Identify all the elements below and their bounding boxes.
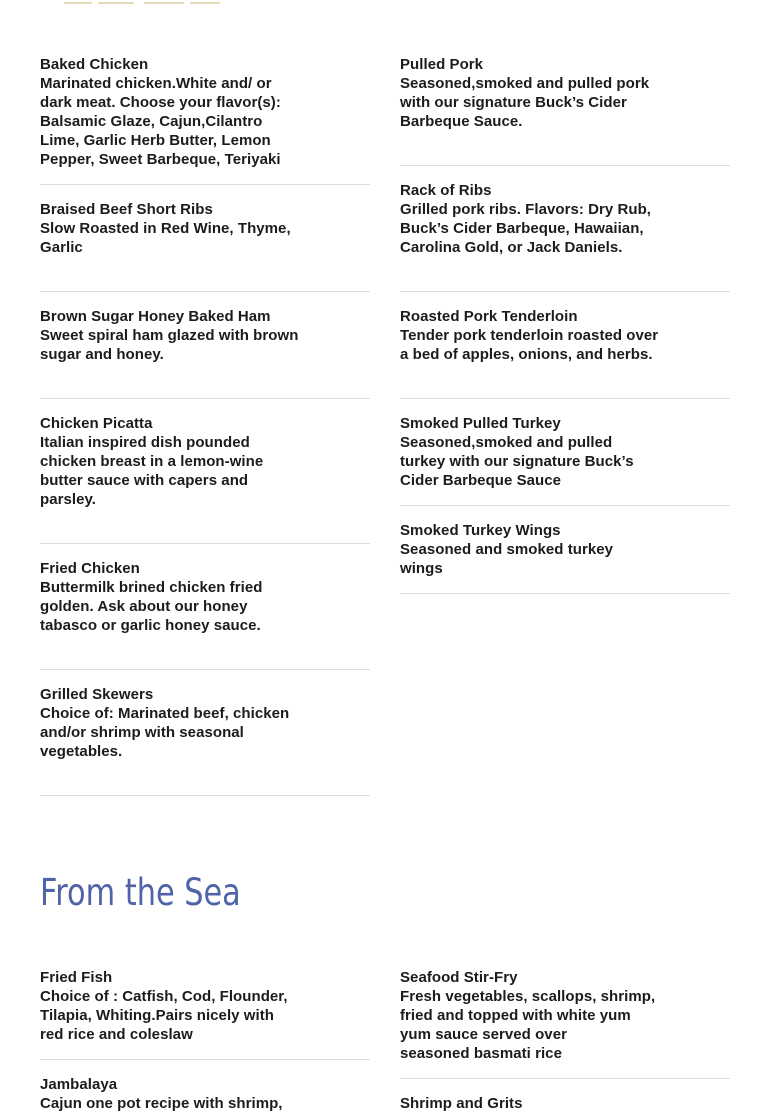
item-description: Seasoned,smoked and pulled turkey with our signature Buck’s Cider Barbeque Sauce	[400, 434, 634, 489]
menu-item-seafood-stir-fry	[400, 968, 730, 1063]
divider	[40, 669, 370, 670]
item-name: Fried Fish	[40, 969, 113, 986]
divider	[40, 1059, 370, 1060]
item-name: Brown Sugar Honey Baked Ham	[40, 308, 271, 325]
item-name: Seafood Stir-Fry	[400, 969, 518, 986]
menu-item-brown-sugar-honey-baked-ham	[40, 307, 360, 364]
item-description: Italian inspired dish pounded chicken breast in a lemon-wine butter sauce with capers and parsley.	[40, 434, 264, 508]
item-description: Sweet spiral ham glazed with brown sugar and honey.	[40, 327, 299, 363]
menu-item-braised-beef-short-ribs	[40, 200, 360, 257]
item-name: Smoked Turkey Wings	[400, 522, 561, 539]
item-description: Seasoned,smoked and pulled pork with our signature Buck’s Cider Barbeque Sauce.	[400, 75, 650, 130]
menu-item-chicken-picatta	[40, 414, 360, 509]
item-name: Jambalaya	[40, 1076, 118, 1093]
menu-item-fried-chicken	[40, 559, 360, 635]
divider	[400, 165, 730, 166]
item-description: Tender pork tenderloin roasted over a bed of apples, onions, and herbs.	[400, 327, 659, 363]
item-description: Seasoned and smoked turkey wings	[400, 541, 614, 577]
item-name: Grilled Skewers	[40, 686, 154, 703]
divider	[40, 291, 370, 292]
menu-item-smoked-pulled-turkey	[400, 414, 730, 490]
menu-item-smoked-turkey-wings	[400, 521, 730, 578]
divider	[40, 543, 370, 544]
item-description: Marinated chicken.White and/ or dark meat. Choose your flavor(s): Balsamic Glaze, Cajun,Cilantro Lime, Garlic Herb Butter, Lemon Pepper, Sweet Barbeque, Teriyaki	[40, 75, 281, 168]
item-name: Smoked Pulled Turkey	[400, 415, 561, 432]
item-name: Chicken Picatta	[40, 415, 153, 432]
menu-item-shrimp-and-grits	[400, 1094, 730, 1113]
divider	[400, 398, 730, 399]
item-description: Grilled pork ribs. Flavors: Dry Rub, Buck’s Cider Barbeque, Hawaiian, Carolina Gold, or Jack Daniels.	[400, 201, 652, 256]
item-name: Fried Chicken	[40, 560, 140, 577]
menu-item-grilled-skewers	[40, 685, 360, 761]
menu-item-fried-fish	[40, 968, 360, 1044]
clipped-heading-remnant	[58, 0, 223, 6]
divider	[400, 505, 730, 506]
divider	[400, 291, 730, 292]
divider	[400, 1078, 730, 1079]
divider	[40, 795, 370, 796]
section-title-from-the-sea: From the Sea	[40, 871, 241, 914]
item-name: Roasted Pork Tenderloin	[400, 308, 578, 325]
item-description: Slow Roasted in Red Wine, Thyme, Garlic	[40, 220, 291, 256]
menu-item-pulled-pork	[400, 55, 730, 131]
item-description: Buttermilk brined chicken fried golden. Ask about our honey tabasco or garlic honey sauce.	[40, 579, 263, 634]
item-description: Fresh vegetables, scallops, shrimp, fried and topped with white yum yum sauce served over seasoned basmati rice	[400, 988, 656, 1062]
item-description: Cajun one pot recipe with shrimp,	[40, 1095, 283, 1112]
item-name: Shrimp and Grits	[400, 1095, 523, 1112]
item-description: Choice of: Marinated beef, chicken and/or shrimp with seasonal vegetables.	[40, 705, 290, 760]
item-name: Rack of Ribs	[400, 182, 492, 199]
item-description: Choice of : Catfish, Cod, Flounder, Tilapia, Whiting.Pairs nicely with red rice and coleslaw	[40, 988, 288, 1043]
menu-item-roasted-pork-tenderloin	[400, 307, 730, 364]
item-name: Pulled Pork	[400, 56, 484, 73]
divider	[40, 398, 370, 399]
menu-item-baked-chicken	[40, 55, 360, 169]
divider	[40, 184, 370, 185]
item-name: Baked Chicken	[40, 56, 149, 73]
item-name: Braised Beef Short Ribs	[40, 201, 213, 218]
menu-item-rack-of-ribs	[400, 181, 730, 257]
menu-item-jambalaya	[40, 1075, 360, 1113]
divider	[400, 593, 730, 594]
